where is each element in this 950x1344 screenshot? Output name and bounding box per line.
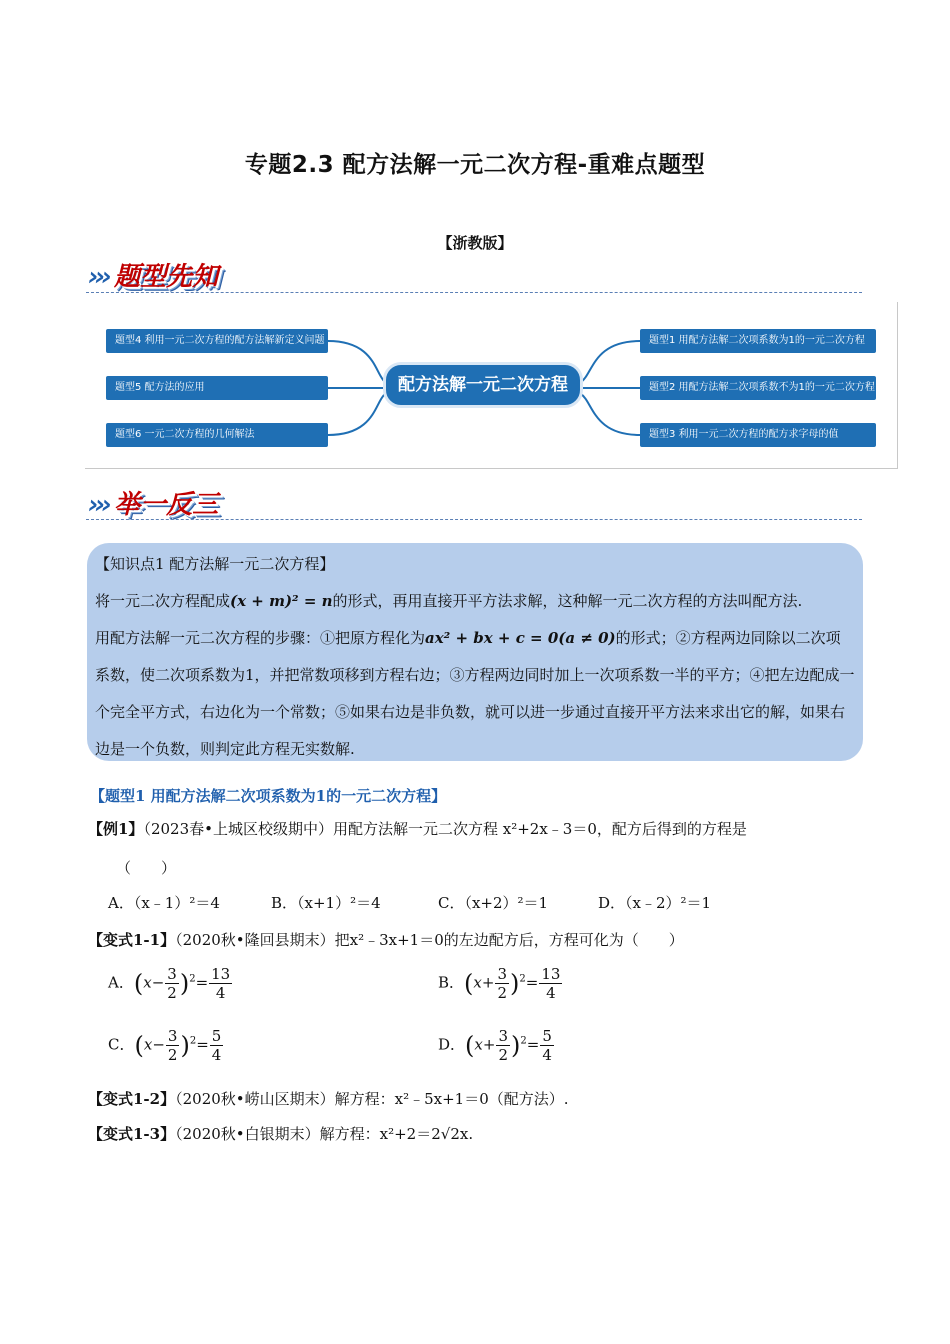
knowledge-text: 的形式，再用直接开平方法求解，这种解一元二次方程的方法叫配方法.	[332, 592, 803, 610]
sign: +	[481, 973, 495, 992]
option-letter: C．	[108, 1035, 135, 1054]
example-1	[88, 818, 868, 839]
mind-map-node: 题型1 用配方法解二次项系数为1的一元二次方程	[640, 329, 876, 353]
dashed-divider	[86, 292, 862, 293]
sign: −	[151, 973, 165, 992]
variable: x	[473, 973, 482, 992]
page-title: 专题2.3 配方法解一元二次方程-重难点题型	[244, 152, 706, 178]
mind-map	[85, 302, 898, 469]
numerator: 13	[541, 965, 561, 983]
fraction	[539, 965, 562, 1002]
triple-arrow-icon: ›››	[88, 490, 109, 520]
denominator: 4	[542, 1046, 552, 1064]
mind-map-center: 配方法解一元二次方程	[383, 362, 583, 408]
type-heading: 【题型1 用配方法解二次项系数为1的一元二次方程】	[90, 787, 447, 805]
knowledge-title: 【知识点1 配方法解一元二次方程】	[95, 555, 335, 573]
option-d: D．(x+ $\frac{3}{2}$ )$^2$= $\frac{5}{4}$	[438, 1027, 552, 1064]
knowledge-text: 的形式；②方程两边同除以二次项系数，使二次项系数为1，并把常数项移到方程右边；③方程两边同时加上一次项系数一半的平方；④把左边配成一个完全平方式，右边化为一个常数；⑤如果右边是非负数，就可以进一步通过直接开平方法来求出它的解，如果右边是一个负数，则判定此方程无实数解.	[95, 629, 855, 758]
mind-map-node: 题型3 利用一元二次方程的配方求字母的值	[640, 423, 876, 447]
option-a: A．(x− $\frac{3}{2}$ )$^2$= $\frac{13}{4}$	[108, 965, 231, 1002]
edition-label: 【浙教版】	[437, 234, 513, 252]
knowledge-text: 将一元二次方程配成	[95, 592, 231, 610]
section-heading-label: 举一反三	[114, 490, 219, 520]
numerator: 13	[211, 965, 231, 983]
variant-label: 【变式1-3】	[88, 1125, 176, 1143]
example-label: 【例1】	[88, 820, 144, 838]
numerator: 5	[211, 1027, 222, 1045]
variant-1-2	[88, 1088, 868, 1109]
knowledge-body	[95, 583, 855, 768]
denominator: 4	[546, 984, 556, 1002]
formula: (x + m)² = n	[230, 592, 333, 610]
sign: −	[152, 1035, 165, 1054]
knowledge-box	[87, 543, 863, 761]
section-heading-practice	[88, 484, 218, 520]
option-b: B．（x+1）²＝4	[271, 894, 381, 912]
numerator: 3	[497, 965, 507, 983]
sign: +	[482, 1035, 496, 1054]
variant-text: （2020秋•崂山区期末）解方程：x²﹣5x+1＝0（配方法）.	[175, 1090, 569, 1108]
denominator: 4	[215, 984, 226, 1002]
option-a: A．（x﹣1）²＝4	[108, 894, 220, 912]
fraction	[166, 1027, 180, 1064]
denominator: 2	[167, 984, 177, 1002]
variant-label: 【变式1-1】	[88, 931, 176, 949]
numerator: 5	[542, 1027, 552, 1045]
numerator: 3	[167, 1027, 178, 1045]
variant-1-3	[88, 1123, 868, 1144]
section-heading-overview	[88, 256, 218, 292]
fraction	[210, 1027, 224, 1064]
option-c: C．(x− $\frac{3}{2}$ )$^2$= $\frac{5}{4}$	[108, 1027, 222, 1064]
option-c: C．（x+2）²＝1	[438, 894, 549, 912]
variant-1-1	[88, 929, 868, 950]
fraction	[495, 965, 509, 1002]
fraction	[165, 965, 179, 1002]
option-letter: D．	[438, 1035, 466, 1054]
mind-map-node: 题型6 一元二次方程的几何解法	[106, 423, 328, 447]
variable: x	[143, 973, 152, 992]
mind-map-node: 题型4 利用一元二次方程的配方法解新定义问题	[106, 329, 328, 353]
triple-arrow-icon: ›››	[88, 262, 109, 292]
option-b: B．(x+ $\frac{3}{2}$ )$^2$= $\frac{13}{4}$	[438, 965, 561, 1002]
variant-label: 【变式1-2】	[88, 1090, 176, 1108]
denominator: 2	[497, 984, 507, 1002]
knowledge-text: 用配方法解一元二次方程的步骤：①把原方程化为	[95, 629, 426, 647]
fraction	[540, 1027, 554, 1064]
section-heading-label: 题型先知	[114, 262, 219, 292]
fraction	[209, 965, 232, 1002]
denominator: 4	[211, 1046, 222, 1064]
denominator: 2	[167, 1046, 178, 1064]
example-text: （2023春•上城区校级期中）用配方法解一元二次方程 x²+2x﹣3＝0，配方后得到的方程是	[143, 820, 747, 838]
option-d: D．（x﹣2）²＝1	[598, 894, 712, 912]
mind-map-node: 题型5 配方法的应用	[106, 376, 328, 400]
mind-map-node: 题型2 用配方法解二次项系数不为1的一元二次方程	[640, 376, 876, 400]
formula: ax² + bx + c = 0(a ≠ 0)	[425, 629, 616, 647]
numerator: 3	[498, 1027, 508, 1045]
variable: x	[143, 1035, 153, 1054]
option-letter: A．	[108, 973, 134, 992]
variant-text: （2020秋•隆回县期末）把x²﹣3x+1＝0的左边配方后，方程可化为（ ）	[175, 931, 684, 949]
numerator: 3	[167, 965, 177, 983]
variant-text: （2020秋•白银期末）解方程：x²+2＝2√2x.	[175, 1125, 474, 1143]
answer-blank: （ ）	[116, 859, 177, 877]
option-letter: B．	[438, 973, 465, 992]
denominator: 2	[498, 1046, 508, 1064]
variable: x	[474, 1035, 483, 1054]
dashed-divider	[86, 519, 862, 520]
fraction	[496, 1027, 510, 1064]
